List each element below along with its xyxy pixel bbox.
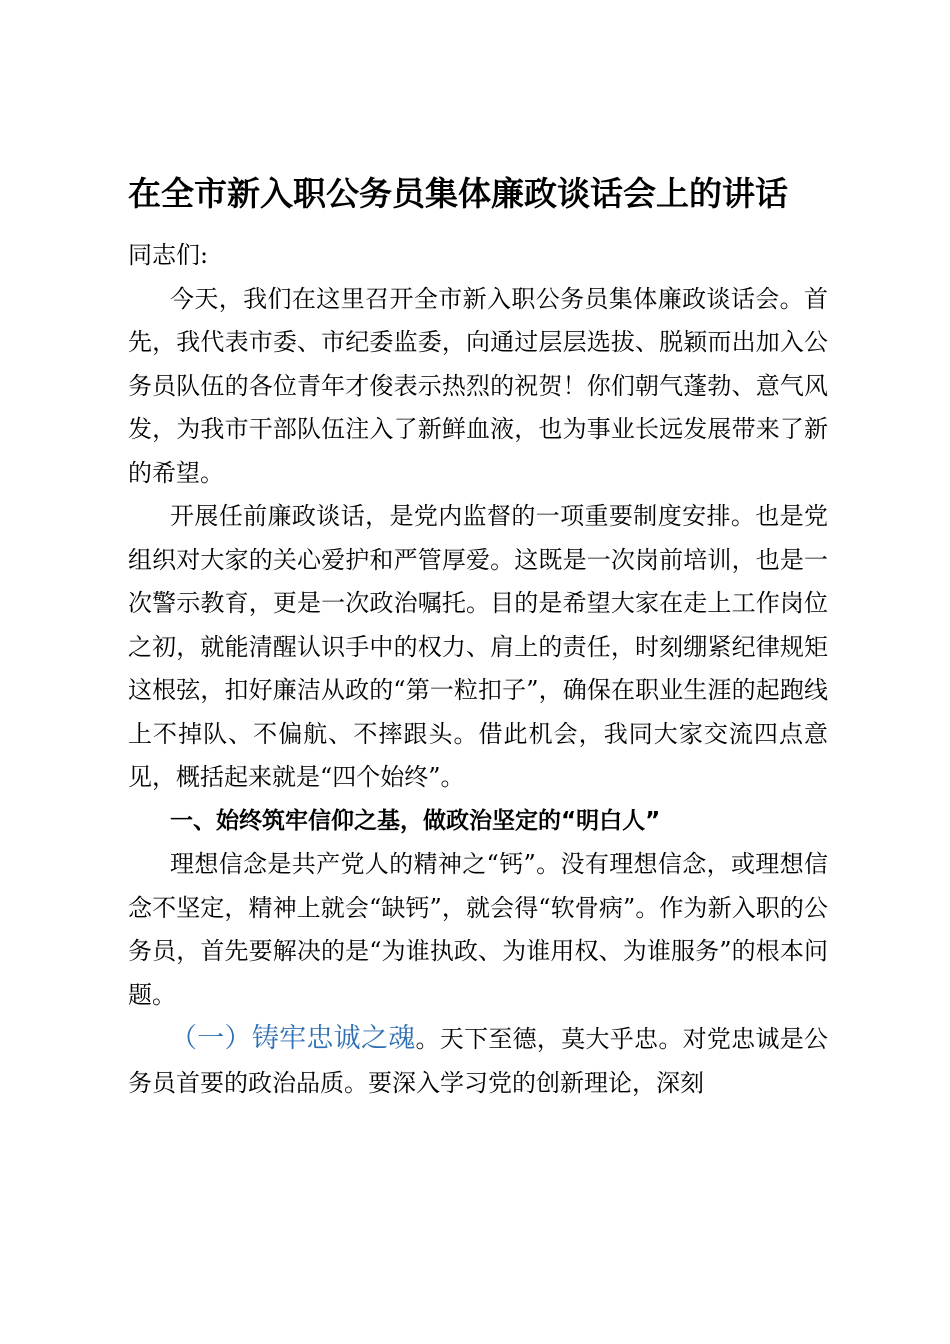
salutation: 同志们: [128, 241, 209, 269]
document-body [128, 234, 828, 1105]
subsection-heading: （一）铸牢忠诚之魂 [170, 1023, 416, 1054]
subsection-text: 。天下至德，莫大乎忠。对党忠诚是公务员首要的政治品质。要深入学习党的创新理论，深刻 [128, 1025, 829, 1097]
subsection-paragraph [128, 1017, 828, 1105]
paragraph-purpose: 开展任前廉政谈话，是党内监督的一项重要制度安排。也是党组织对大家的关心爱护和严管厚爱。这既是一次岗前培训，也是一次警示教育，更是一次政治嘱托。目的是希望大家在走上工作岗位之初，就能清醒认识手中的权力、肩上的责任，时刻绷紧纪律规矩这根弦，扣好廉洁从政的“第一粒扣子”，确保在职业生涯的起跑线上不掉队、不偏航、不摔跟头。借此机会，我同大家交流四点意见，概括起来就是“四个始终”。 [128, 502, 828, 791]
section-paragraph: 理想信念是共产党人的精神之“钙”。没有理想信念，或理想信念不坚定，精神上就会“缺钙”，就会得“软骨病”。作为新入职的公务员，首先要解决的是“为谁执政、为谁用权、为谁服务”的根本问题。 [128, 850, 828, 1009]
document-title: 在全市新入职公务员集体廉政谈话会上的讲话 [128, 174, 788, 213]
paragraph-intro: 今天，我们在这里召开全市新入职公务员集体廉政谈话会。首先，我代表市委、市纪委监委，向通过层层选拔、脱颖而出加入公务员队伍的各位青年才俊表示热烈的祝贺！你们朝气蓬勃、意气风发，为我市干部队伍注入了新鲜血液，也为事业长远发展带来了新的希望。 [128, 284, 828, 487]
section-heading: 一、始终筑牢信仰之基，做政治坚定的“明白人” [170, 807, 661, 834]
